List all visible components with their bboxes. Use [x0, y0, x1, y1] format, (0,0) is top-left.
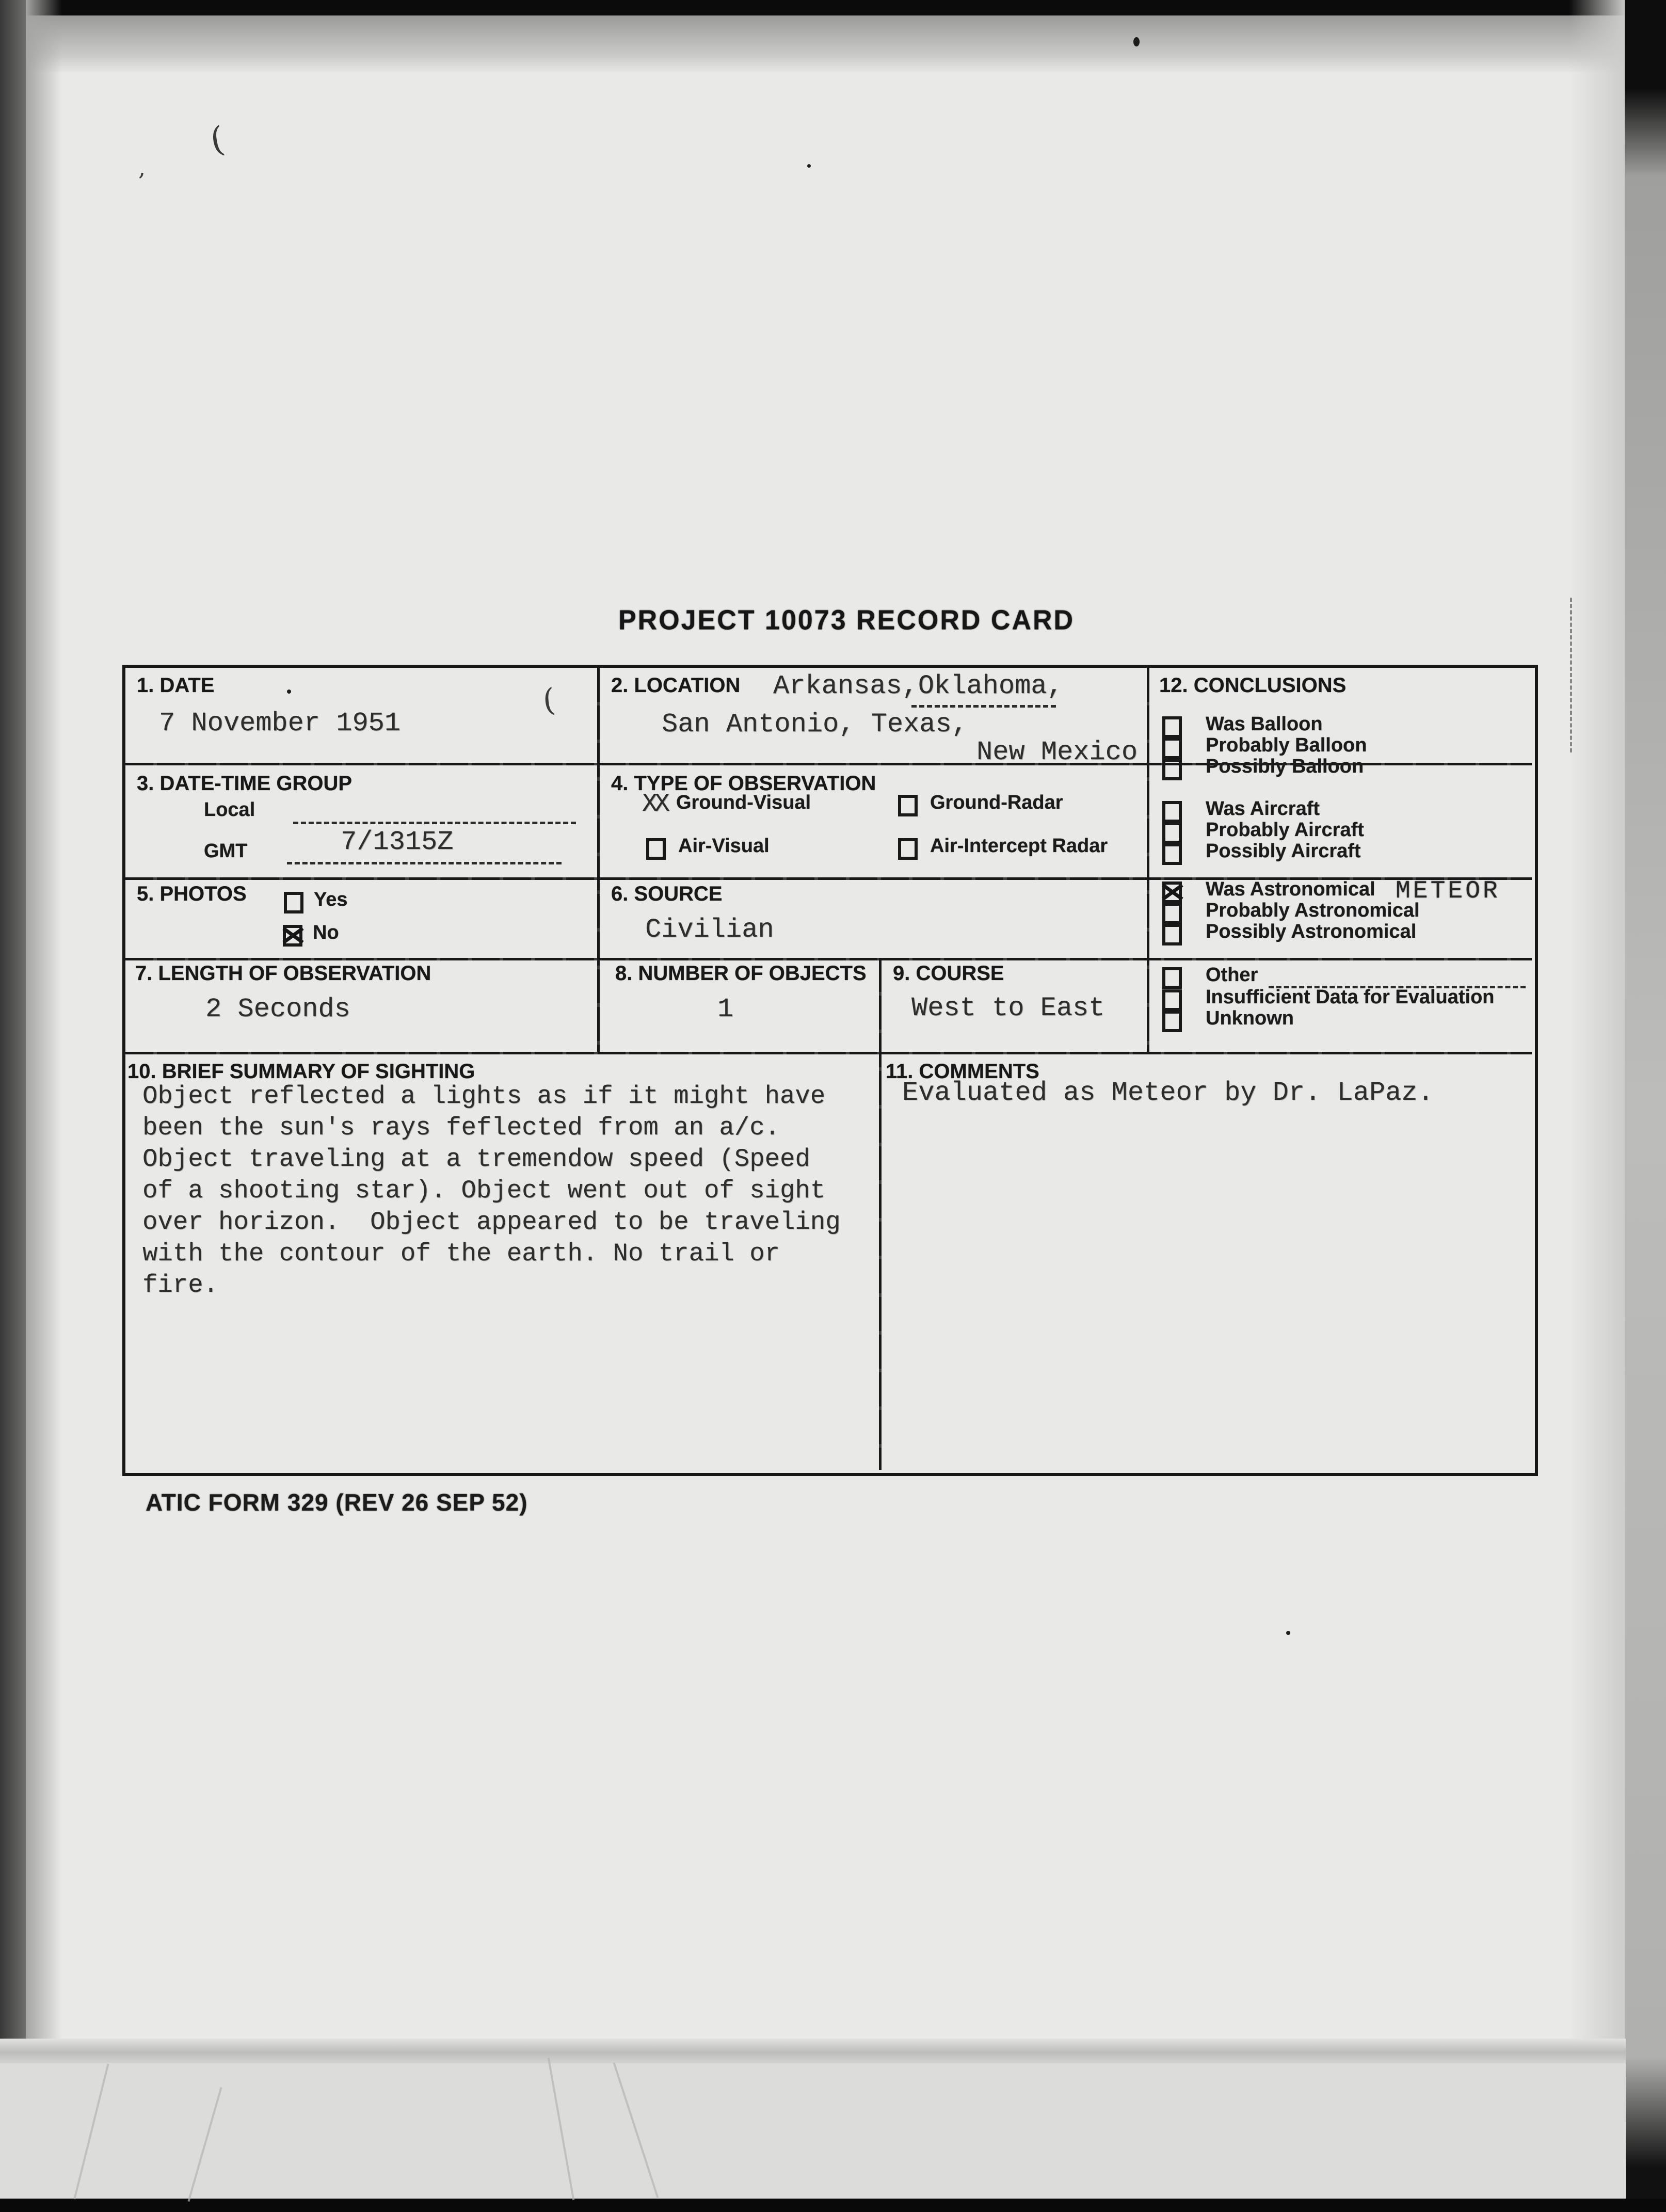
option-label: Probably Aircraft	[1206, 819, 1364, 841]
field-label-conclusions: 12. CONCLUSIONS	[1159, 674, 1347, 697]
checkbox-unchecked-icon	[1162, 967, 1182, 989]
location-value-line3: New Mexico	[976, 737, 1138, 767]
checkbox-unchecked-icon	[1162, 843, 1182, 865]
ink-speck	[1133, 37, 1140, 46]
scan-right-shadow	[1569, 0, 1626, 2212]
brief-summary-line: been the sun's rays feflected from an a/c.	[142, 1113, 780, 1142]
checkbox-unchecked-icon	[1162, 989, 1182, 1011]
option-label: Unknown	[1206, 1007, 1294, 1029]
checkbox-unchecked-icon	[1162, 924, 1182, 945]
checkbox-unchecked-icon	[1162, 903, 1182, 924]
pencil-mark: ,	[138, 155, 146, 181]
checkbox-unchecked-icon	[1162, 822, 1182, 844]
local-time-label: Local	[204, 799, 255, 821]
option-label: Was Astronomical	[1206, 878, 1375, 900]
checkbox-unchecked-icon	[1162, 801, 1182, 823]
checkbox-unchecked-icon	[284, 892, 303, 913]
field-label-comments: 11. COMMENTS	[886, 1060, 1039, 1083]
option-label: Probably Balloon	[1206, 734, 1367, 756]
ink-speck	[1286, 1631, 1290, 1635]
grid-line	[1147, 668, 1149, 1052]
scan-top-band	[21, 15, 1626, 72]
grid-line	[125, 958, 1532, 960]
checkbox-unchecked-icon	[1162, 1011, 1182, 1032]
option-label: Other	[1206, 964, 1258, 986]
length-of-observation-value: 2 Seconds	[205, 994, 350, 1024]
scan-artifact-line	[1570, 598, 1572, 752]
option-label: Was Aircraft	[1206, 798, 1320, 820]
field-label-type-of-observation: 4. TYPE OF OBSERVATION	[611, 772, 876, 795]
comments-value: Evaluated as Meteor by Dr. LaPaz.	[902, 1078, 1434, 1108]
option-label: Was Balloon	[1206, 713, 1323, 735]
form-number-footer: ATIC FORM 329 (REV 26 SEP 52)	[146, 1489, 528, 1516]
checkbox-checked-icon	[1162, 881, 1182, 903]
scan-top-edge	[0, 0, 1666, 15]
pencil-mark: (	[541, 681, 557, 719]
gmt-time-value: 7/1315Z	[341, 827, 454, 857]
brief-summary-line: of a shooting star). Object went out of sight	[142, 1176, 826, 1205]
grid-line	[597, 668, 600, 1052]
field-label-photos: 5. PHOTOS	[137, 883, 247, 905]
pencil-mark: (	[207, 119, 228, 161]
checkbox-checked-icon	[283, 925, 302, 947]
field-label-brief-summary: 10. BRIEF SUMMARY OF SIGHTING	[127, 1060, 475, 1083]
brief-summary-line: with the contour of the earth. No trail or	[142, 1239, 780, 1268]
location-underline	[911, 705, 1056, 708]
checkbox-unchecked-icon	[1162, 759, 1182, 780]
option-label: Insufficient Data for Evaluation	[1206, 986, 1495, 1008]
field-label-number-of-objects: 8. NUMBER OF OBJECTS	[615, 962, 867, 985]
field-label-length-of-observation: 7. LENGTH OF OBSERVATION	[135, 962, 431, 985]
page-title: PROJECT 10073 RECORD CARD	[618, 604, 1075, 636]
checkbox-unchecked-icon	[1162, 716, 1182, 738]
scan-below-fold	[0, 2063, 1626, 2199]
gmt-time-underline	[287, 862, 562, 864]
field-label-source: 6. SOURCE	[611, 883, 723, 905]
brief-summary-line: Object traveling at a tremendow speed (Speed	[142, 1145, 810, 1174]
option-label: Yes	[314, 889, 348, 910]
field-label-date: 1. DATE	[137, 674, 215, 697]
ink-speck	[807, 164, 811, 168]
field-label-location: 2. LOCATION	[611, 674, 741, 697]
checkbox-unchecked-icon	[1162, 738, 1182, 759]
scan-right-edge	[1625, 0, 1666, 2212]
source-value: Civilian	[645, 915, 774, 945]
option-label: Air-Visual	[678, 835, 770, 857]
option-label: Ground-Radar	[930, 792, 1063, 813]
local-time-blank	[293, 822, 576, 824]
checkbox-unchecked-icon	[646, 838, 666, 860]
typed-annotation: METEOR	[1396, 877, 1500, 905]
option-label: Probably Astronomical	[1206, 900, 1420, 921]
grid-line	[879, 958, 882, 1470]
brief-summary-line: fire.	[142, 1271, 219, 1300]
scan-fold-line	[0, 2039, 1626, 2063]
scan-left-shadow	[26, 0, 62, 2212]
option-label: Possibly Aircraft	[1206, 840, 1361, 862]
course-value: West to East	[911, 993, 1105, 1023]
field-label-date-time-group: 3. DATE-TIME GROUP	[137, 772, 353, 795]
option-label: Ground-Visual	[676, 792, 811, 813]
number-of-objects-value: 1	[717, 994, 734, 1024]
brief-summary-line: over horizon. Object appeared to be traveling	[142, 1208, 841, 1237]
option-label: Possibly Balloon	[1206, 756, 1364, 777]
location-value-line1: Arkansas,Oklahoma,	[773, 671, 1063, 701]
option-label: Possibly Astronomical	[1206, 921, 1417, 942]
checkbox-unchecked-icon	[898, 838, 918, 860]
field-label-course: 9. COURSE	[893, 962, 1004, 985]
option-label: No	[313, 922, 339, 943]
brief-summary-line: Object reflected a lights as if it might have	[142, 1082, 826, 1111]
gmt-time-label: GMT	[204, 840, 248, 862]
option-label: Air-Intercept Radar	[930, 835, 1108, 857]
date-value: 7 November 1951	[159, 708, 401, 739]
scan-bottom-edge	[0, 2199, 1666, 2212]
location-value-line2: San Antonio, Texas,	[662, 709, 968, 740]
grid-line	[125, 1052, 1532, 1054]
scan-left-edge	[0, 0, 26, 2212]
checkbox-unchecked-icon	[898, 795, 918, 816]
typed-x-check-mark: XX	[642, 790, 667, 819]
